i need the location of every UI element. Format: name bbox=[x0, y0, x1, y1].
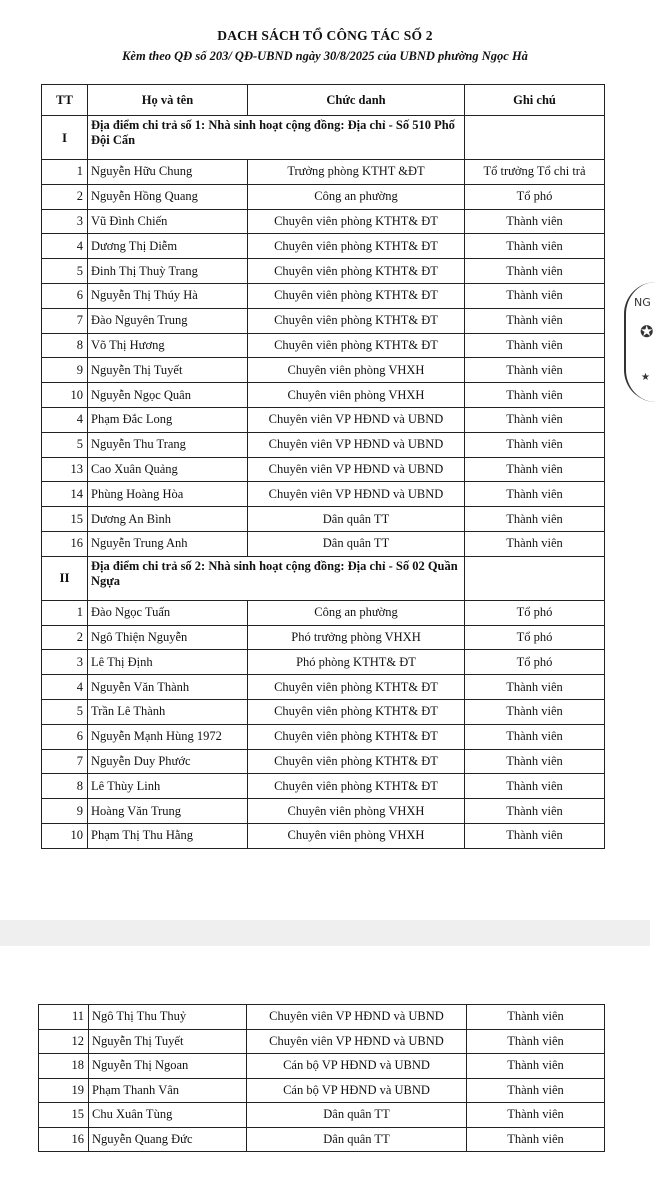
row-name: Phạm Thị Thu Hằng bbox=[88, 823, 248, 848]
row-note: Thành viên bbox=[465, 308, 605, 333]
row-note: Tổ phó bbox=[465, 625, 605, 650]
table-row bbox=[42, 234, 605, 259]
row-name: Nguyễn Thu Trang bbox=[88, 432, 248, 457]
table-row bbox=[42, 259, 605, 284]
section-row bbox=[42, 556, 605, 600]
row-position: Chuyên viên phòng VHXH bbox=[248, 383, 465, 408]
table-row bbox=[42, 531, 605, 556]
row-number: 3 bbox=[42, 209, 88, 234]
col-header-tt: TT bbox=[42, 85, 88, 116]
row-note: Thành viên bbox=[465, 774, 605, 799]
row-position: Chuyên viên phòng KTHT& ĐT bbox=[248, 774, 465, 799]
row-note: Thành viên bbox=[465, 283, 605, 308]
row-name: Ngô Thiện Nguyễn bbox=[88, 625, 248, 650]
row-note: Thành viên bbox=[467, 1127, 605, 1152]
table-row bbox=[42, 724, 605, 749]
row-note: Tổ trưởng Tổ chi trả bbox=[465, 160, 605, 185]
row-name: Lê Thị Định bbox=[88, 650, 248, 675]
row-name: Vũ Đình Chiến bbox=[88, 209, 248, 234]
row-note: Thành viên bbox=[467, 1103, 605, 1128]
row-position: Cán bộ VP HĐND và UBND bbox=[247, 1078, 467, 1103]
row-note: Tổ phó bbox=[465, 184, 605, 209]
table-row bbox=[42, 600, 605, 625]
section-number: I bbox=[42, 116, 88, 160]
col-header-position: Chức danh bbox=[248, 85, 465, 116]
col-header-name: Họ và tên bbox=[88, 85, 248, 116]
row-number: 15 bbox=[42, 507, 88, 532]
row-name: Đào Ngọc Tuấn bbox=[88, 600, 248, 625]
table-row bbox=[39, 1103, 605, 1128]
table-row bbox=[42, 333, 605, 358]
document-title: DACH SÁCH TỔ CÔNG TÁC SỐ 2 bbox=[217, 28, 433, 43]
table-row bbox=[42, 799, 605, 824]
seal-star-small-icon: ★ bbox=[641, 372, 650, 383]
row-name: Nguyễn Mạnh Hùng 1972 bbox=[88, 724, 248, 749]
row-name: Nguyễn Hồng Quang bbox=[88, 184, 248, 209]
row-position: Phó phòng KTHT& ĐT bbox=[248, 650, 465, 675]
section-note-empty bbox=[465, 116, 605, 160]
row-position: Chuyên viên phòng KTHT& ĐT bbox=[248, 283, 465, 308]
official-seal-fragment bbox=[624, 282, 656, 402]
section-location: Địa điểm chi trả số 2: Nhà sinh hoạt cộng đồng: Địa chỉ - Số 02 Quần Ngựa bbox=[88, 556, 465, 600]
row-name: Đinh Thị Thuỳ Trang bbox=[88, 259, 248, 284]
row-position: Trưởng phòng KTHT &ĐT bbox=[248, 160, 465, 185]
row-number: 13 bbox=[42, 457, 88, 482]
table-row bbox=[42, 699, 605, 724]
row-note: Thành viên bbox=[465, 259, 605, 284]
row-note: Thành viên bbox=[465, 823, 605, 848]
row-name: Lê Thùy Linh bbox=[88, 774, 248, 799]
table-row bbox=[42, 209, 605, 234]
table-row bbox=[42, 184, 605, 209]
row-number: 2 bbox=[42, 625, 88, 650]
row-note: Thành viên bbox=[467, 1054, 605, 1079]
row-number: 18 bbox=[39, 1054, 89, 1079]
row-note: Thành viên bbox=[465, 209, 605, 234]
row-name: Võ Thị Hương bbox=[88, 333, 248, 358]
row-position: Chuyên viên VP HĐND và UBND bbox=[247, 1005, 467, 1030]
row-name: Đào Nguyên Trung bbox=[88, 308, 248, 333]
row-name: Nguyễn Hữu Chung bbox=[88, 160, 248, 185]
row-note: Thành viên bbox=[465, 457, 605, 482]
table-row bbox=[42, 482, 605, 507]
table-row bbox=[42, 457, 605, 482]
table-row bbox=[42, 507, 605, 532]
row-name: Nguyễn Thị Ngoan bbox=[89, 1054, 247, 1079]
row-position: Chuyên viên phòng VHXH bbox=[248, 823, 465, 848]
table-row bbox=[42, 774, 605, 799]
row-number: 14 bbox=[42, 482, 88, 507]
row-position: Chuyên viên phòng KTHT& ĐT bbox=[248, 699, 465, 724]
row-position: Chuyên viên phòng KTHT& ĐT bbox=[248, 333, 465, 358]
row-number: 7 bbox=[42, 749, 88, 774]
row-position: Chuyên viên phòng KTHT& ĐT bbox=[248, 724, 465, 749]
document-subtitle: Kèm theo QĐ số 203/ QĐ-UBND ngày 30/8/2025 của UBND phường Ngọc Hà bbox=[122, 49, 528, 63]
table-row bbox=[39, 1127, 605, 1152]
row-position: Chuyên viên VP HĐND và UBND bbox=[248, 407, 465, 432]
row-number: 4 bbox=[42, 407, 88, 432]
row-number: 11 bbox=[39, 1005, 89, 1030]
row-note: Thành viên bbox=[465, 407, 605, 432]
col-header-note: Ghi chú bbox=[465, 85, 605, 116]
row-position: Chuyên viên VP HĐND và UBND bbox=[248, 482, 465, 507]
row-number: 10 bbox=[42, 823, 88, 848]
row-name: Phạm Thanh Vân bbox=[89, 1078, 247, 1103]
row-note: Thành viên bbox=[465, 482, 605, 507]
row-number: 8 bbox=[42, 333, 88, 358]
row-name: Phạm Đắc Long bbox=[88, 407, 248, 432]
row-number: 16 bbox=[42, 531, 88, 556]
row-note: Thành viên bbox=[465, 724, 605, 749]
row-number: 8 bbox=[42, 774, 88, 799]
row-note: Thành viên bbox=[465, 799, 605, 824]
table-row bbox=[42, 823, 605, 848]
table-row bbox=[39, 1054, 605, 1079]
row-name: Hoàng Văn Trung bbox=[88, 799, 248, 824]
table-row bbox=[39, 1029, 605, 1054]
row-position: Dân quân TT bbox=[247, 1103, 467, 1128]
row-number: 5 bbox=[42, 699, 88, 724]
seal-text: NG bbox=[634, 296, 651, 309]
continuation-table-body bbox=[39, 1005, 605, 1152]
row-position: Dân quân TT bbox=[248, 531, 465, 556]
row-position: Công an phường bbox=[248, 600, 465, 625]
row-number: 1 bbox=[42, 600, 88, 625]
row-number: 4 bbox=[42, 675, 88, 700]
row-note: Thành viên bbox=[465, 333, 605, 358]
section-location: Địa điểm chi trả số 1: Nhà sinh hoạt cộng đồng: Địa chỉ - Số 510 Phố Đội Cấn bbox=[88, 116, 465, 160]
row-position: Chuyên viên phòng KTHT& ĐT bbox=[248, 749, 465, 774]
row-number: 2 bbox=[42, 184, 88, 209]
row-note: Thành viên bbox=[467, 1005, 605, 1030]
row-note: Thành viên bbox=[465, 234, 605, 259]
row-note: Thành viên bbox=[465, 383, 605, 408]
row-position: Dân quân TT bbox=[248, 507, 465, 532]
table-header-row bbox=[42, 85, 605, 116]
section-note-empty bbox=[465, 556, 605, 600]
row-note: Thành viên bbox=[465, 675, 605, 700]
table-row bbox=[39, 1005, 605, 1030]
row-position: Chuyên viên phòng VHXH bbox=[248, 358, 465, 383]
row-number: 9 bbox=[42, 799, 88, 824]
row-number: 10 bbox=[42, 383, 88, 408]
section-number: II bbox=[42, 556, 88, 600]
row-number: 6 bbox=[42, 724, 88, 749]
row-position: Chuyên viên phòng KTHT& ĐT bbox=[248, 209, 465, 234]
row-name: Chu Xuân Tùng bbox=[89, 1103, 247, 1128]
team-table-continuation bbox=[38, 1004, 605, 1152]
row-note: Thành viên bbox=[465, 749, 605, 774]
row-position: Chuyên viên VP HĐND và UBND bbox=[248, 432, 465, 457]
row-number: 16 bbox=[39, 1127, 89, 1152]
row-number: 12 bbox=[39, 1029, 89, 1054]
row-position: Chuyên viên VP HĐND và UBND bbox=[247, 1029, 467, 1054]
row-note: Tổ phó bbox=[465, 650, 605, 675]
row-name: Trần Lê Thành bbox=[88, 699, 248, 724]
table-row bbox=[42, 383, 605, 408]
row-note: Thành viên bbox=[465, 531, 605, 556]
row-name: Ngô Thị Thu Thuỷ bbox=[89, 1005, 247, 1030]
row-number: 19 bbox=[39, 1078, 89, 1103]
row-note: Thành viên bbox=[467, 1078, 605, 1103]
row-note: Tổ phó bbox=[465, 600, 605, 625]
row-name: Nguyễn Ngọc Quân bbox=[88, 383, 248, 408]
row-name: Nguyễn Thị Tuyết bbox=[89, 1029, 247, 1054]
table-row bbox=[42, 675, 605, 700]
row-position: Chuyên viên phòng KTHT& ĐT bbox=[248, 308, 465, 333]
row-position: Chuyên viên phòng KTHT& ĐT bbox=[248, 675, 465, 700]
row-name: Nguyễn Thị Tuyết bbox=[88, 358, 248, 383]
row-position: Dân quân TT bbox=[247, 1127, 467, 1152]
row-number: 5 bbox=[42, 259, 88, 284]
table-row bbox=[42, 625, 605, 650]
seal-star-icon: ✪ bbox=[640, 324, 654, 341]
row-number: 1 bbox=[42, 160, 88, 185]
row-note: Thành viên bbox=[465, 507, 605, 532]
row-number: 7 bbox=[42, 308, 88, 333]
row-position: Chuyên viên phòng VHXH bbox=[248, 799, 465, 824]
team-table bbox=[41, 84, 605, 849]
row-name: Nguyễn Văn Thành bbox=[88, 675, 248, 700]
row-number: 5 bbox=[42, 432, 88, 457]
row-position: Chuyên viên phòng KTHT& ĐT bbox=[248, 234, 465, 259]
row-position: Cán bộ VP HĐND và UBND bbox=[247, 1054, 467, 1079]
row-name: Cao Xuân Quảng bbox=[88, 457, 248, 482]
row-number: 3 bbox=[42, 650, 88, 675]
row-number: 9 bbox=[42, 358, 88, 383]
team-table-body bbox=[42, 116, 605, 849]
row-name: Nguyễn Quang Đức bbox=[89, 1127, 247, 1152]
row-position: Công an phường bbox=[248, 184, 465, 209]
row-name: Dương Thị Diễm bbox=[88, 234, 248, 259]
table-row bbox=[42, 283, 605, 308]
row-note: Thành viên bbox=[467, 1029, 605, 1054]
row-number: 4 bbox=[42, 234, 88, 259]
row-number: 15 bbox=[39, 1103, 89, 1128]
row-name: Dương An Bình bbox=[88, 507, 248, 532]
table-row bbox=[42, 160, 605, 185]
row-position: Phó trưởng phòng VHXH bbox=[248, 625, 465, 650]
row-note: Thành viên bbox=[465, 358, 605, 383]
section-row bbox=[42, 116, 605, 160]
row-name: Nguyễn Trung Anh bbox=[88, 531, 248, 556]
table-row bbox=[42, 308, 605, 333]
table-row bbox=[39, 1078, 605, 1103]
row-note: Thành viên bbox=[465, 432, 605, 457]
table-row bbox=[42, 358, 605, 383]
table-row bbox=[42, 432, 605, 457]
row-name: Nguyễn Thị Thúy Hà bbox=[88, 283, 248, 308]
row-number: 6 bbox=[42, 283, 88, 308]
row-name: Phùng Hoàng Hòa bbox=[88, 482, 248, 507]
table-row bbox=[42, 650, 605, 675]
row-note: Thành viên bbox=[465, 699, 605, 724]
row-position: Chuyên viên phòng KTHT& ĐT bbox=[248, 259, 465, 284]
table-row bbox=[42, 407, 605, 432]
table-row bbox=[42, 749, 605, 774]
row-name: Nguyễn Duy Phước bbox=[88, 749, 248, 774]
row-position: Chuyên viên VP HĐND và UBND bbox=[248, 457, 465, 482]
page-gap bbox=[0, 920, 650, 946]
